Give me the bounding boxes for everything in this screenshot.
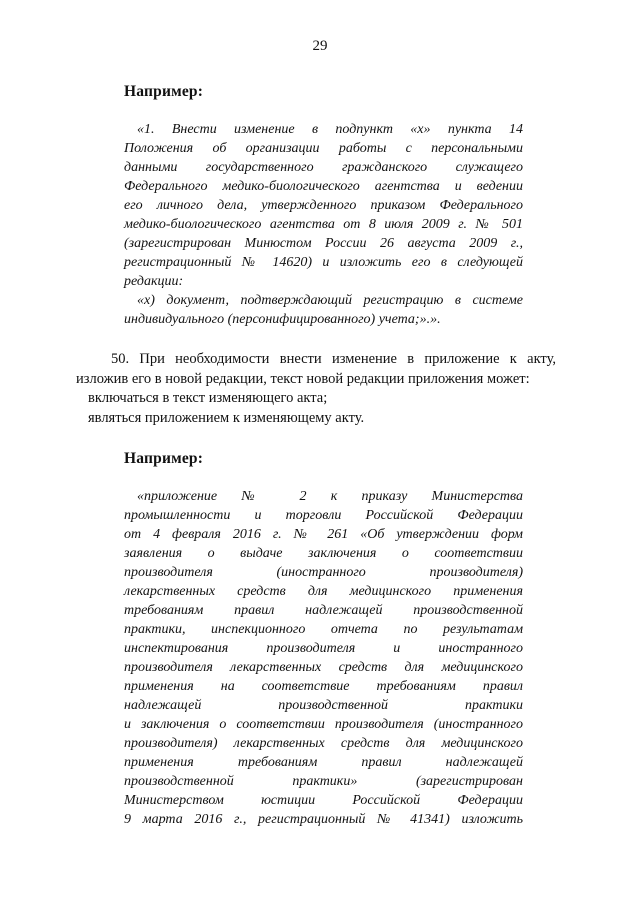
quote-2-line: производителя) лекарственных средств для медицинского — [124, 736, 523, 751]
page-number: 29 — [312, 38, 328, 54]
quote-2-line: промышленности и торговли Российской Федерации — [124, 508, 523, 523]
quote-1-line: (зарегистрирован Минюстом России 26 августа 2009 г., — [124, 236, 523, 251]
quote-2-line: применения требованиям правил надлежащей — [124, 755, 523, 770]
quote-1-line: редакции: — [124, 274, 184, 289]
quote-2-line: от 4 февраля 2016 г. № 261 «Об утверждении форм — [124, 527, 523, 542]
example-heading-2: Например: — [124, 450, 204, 467]
paragraph-line: включаться в текст изменяющего акта; — [88, 390, 328, 406]
example-heading-1: Например: — [124, 83, 204, 100]
example-quote-1 — [124, 120, 523, 329]
quote-2-line: производителя (иностранного производителя) — [124, 565, 523, 580]
quote-1-line: «х) документ, подтверждающий регистрацию в системе — [137, 293, 523, 308]
quote-2-line: производственной практики» (зарегистрирован — [124, 774, 523, 789]
quote-1-line: его личного дела, утвержденного приказом Федерального — [124, 198, 523, 213]
quote-2-line: заявления о выдаче заключения о соответствии — [124, 546, 523, 561]
quote-2-line: «приложение № 2 к приказу Министерства — [137, 489, 523, 504]
quote-2-line: применения на соответствие требованиям правил — [124, 679, 523, 694]
paragraph-line: 50. При необходимости внести изменение в приложение к акту, — [111, 351, 556, 367]
quote-2-line: инспектирования производителя и иностранного — [124, 641, 523, 656]
paragraph-50 — [76, 350, 556, 428]
quote-2-line: и заключения о соответствии производителя (иностранного — [124, 717, 523, 732]
quote-2-line: надлежащей производственной практики — [124, 698, 523, 713]
quote-1-line: Положения об организации работы с персональными — [124, 141, 523, 156]
quote-1-line: «1. Внести изменение в подпункт «х» пункта 14 — [137, 122, 523, 137]
example-quote-2 — [124, 487, 523, 829]
quote-1-line: регистрационный № 14620) и изложить его в следующей — [124, 255, 523, 270]
quote-1-line: Федерального медико-биологического агентства и ведении — [124, 179, 523, 194]
quote-2-line: производителя лекарственных средств для медицинского — [124, 660, 523, 675]
quote-1-line: данными государственного гражданского служащего — [124, 160, 523, 175]
quote-2-line: 9 марта 2016 г., регистрационный № 41341) изложить — [124, 812, 523, 827]
quote-2-line: практики, инспекционного отчета по результатам — [124, 622, 523, 637]
quote-1-line: медико-биологического агентства от 8 июля 2009 г. № 501 — [124, 217, 523, 232]
quote-1-line: индивидуального (персонифицированного) учета;».». — [124, 312, 441, 327]
paragraph-line: изложив его в новой редакции, текст новой редакции приложения может: — [76, 370, 530, 387]
quote-2-line: лекарственных средств для медицинского применения — [124, 584, 523, 599]
paragraph-line: являться приложением к изменяющему акту. — [88, 409, 365, 426]
quote-2-line: Министерством юстиции Российской Федерации — [124, 793, 523, 808]
quote-2-line: требованиям правил надлежащей производственной — [124, 603, 523, 618]
